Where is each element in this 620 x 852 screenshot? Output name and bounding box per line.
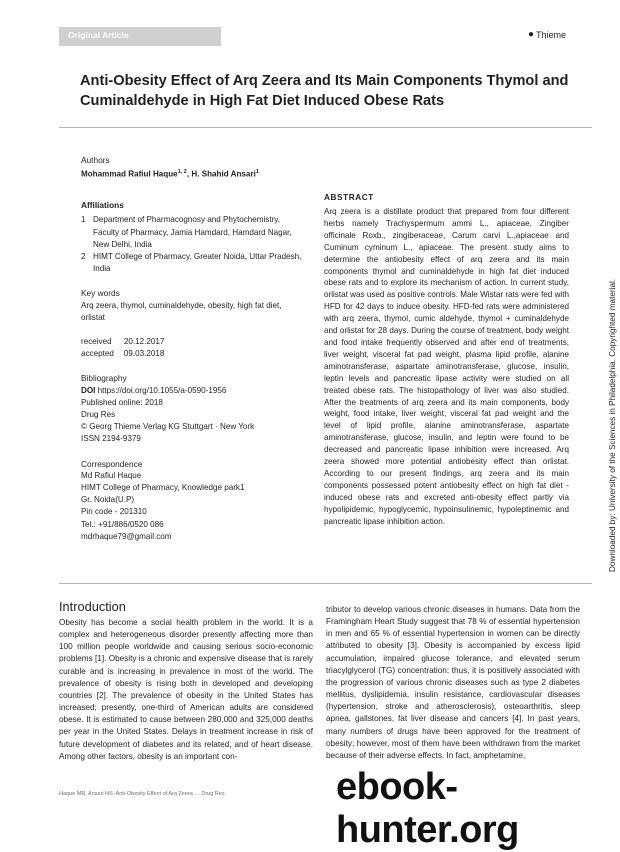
title-divider [59,127,592,128]
abstract-block [324,193,569,527]
correspondence-line: Md Rafiul Haque [81,470,142,480]
thieme-logo-icon: ● [528,29,535,40]
affiliation-number: 1 [81,215,86,225]
authors-line [81,166,306,181]
copyright-line: © Georg Thieme Verlag KG Stuttgart · New York [81,422,255,432]
author-1-affil: 1, 2 [177,169,187,176]
correspondence-block [81,458,306,543]
affiliations-block [81,199,306,275]
correspondence-heading: Correspondence [81,458,143,469]
affiliation-text: Department of Pharmacognosy and Phytochemistry, Faculty of Pharmacy, Jamia Hamdard, Hamdard Nagar, New Delhi, India [93,215,292,249]
keywords-text: Arq zeera, thymol, cuminaldehyde, obesity, high fat diet, orlistat [81,300,282,322]
keywords-heading: Key words [81,288,120,299]
abstract-heading: ABSTRACT [324,193,374,202]
doi-link[interactable]: https://doi.org/10.1055/a-0590-1956 [97,385,227,395]
publisher-name: Thieme [536,29,567,40]
page-footer: Haque MR, Ansari HS. Anti-Obesity Effect of Arq Zeera … Drug Res [59,791,225,797]
accepted-label: accepted [81,349,114,359]
author-2: H. Shahid Ansari [191,169,256,179]
correspondence-line: Tel.: +91/886/0520 086 [81,519,164,529]
download-notice: Downloaded by: University of the Sciences in Philadelphia. Copyrighted material. [608,278,617,572]
introduction-heading: Introduction [59,599,126,614]
watermark: ebook-hunter.org [336,766,519,851]
affiliations-heading: Affiliations [81,200,124,211]
article-type-label: Original Article [68,30,129,40]
authors-heading: Authors [81,155,110,165]
correspondence-line: HIMT College of Pharmacy, Knowledge park1 [81,482,245,492]
article-info-sidebar [81,154,306,551]
correspondence-line: Gr. Noida(U.P) [81,495,135,505]
author-2-affil: 1 [255,169,259,176]
doi-label: DOI [81,385,96,395]
correspondence-email[interactable]: mdrhaque79@gmail.com [81,531,172,541]
introduction-column-2: tributor to develop various chronic diseases in humans. Data from the Framingham Heart Study suggest that 78 % of essential hypertension in men and 65 % of essential hypertension in women can be directly attributed to obesity [3]. Obesity is accompanied by excess lipid accumulation, impaired glucose tolerance, and elevated serum triacylglycerol (TG) concentration; thus, it is positively associated with the progression of various chronic diseases such as type 2 diabetes mellitus, dyslipidemia, insulin resistance, cardiovascular diseases (hypertension, stroke and atherosclerosis), osteoarthritis, sleep apnea, gallstones, fat liver disease and cancers [4]. In past years, many numbers of drugs have been approved for the treatment of obesity; however, most of them have been withdrawn from the market because of their adverse effects. In fact, amphetamine, [326,605,580,760]
received-date: 20.12.2017 [123,336,165,346]
bibliography-heading: Bibliography [81,373,127,384]
article-title: Anti-Obesity Effect of Arq Zeera and Its Main Components Thymol and Cuminaldehyde in High Fat Diet Induced Obese Rats [80,73,569,109]
accepted-date: 09.03.2018 [123,349,165,359]
introduction-column-1: Obesity has become a social health problem in the world. It is a complex and heterogeneous disorder presently affecting more than 100 million people worldwide and causing serious socio-economic problems [1]. Obesity is a chronic and expensive disease that is rarely curable and is increasing in prevalence in most of the world. The prevalence of obesity is rising both in developed and developing countries [2]. The prevalence of obesity in the United States has increased; presently, one-third of American adults are considered obese. It is estimated to cause between 280,000 and 325,000 deaths per year in the United States. Delays in treatment increase in risk of future development of diabetes and its related, and of heart disease. Among other factors, obesity is an important con- [59,618,313,761]
author-separator: , [186,169,192,179]
doi-line [81,385,306,397]
keywords-block [81,287,306,324]
correspondence-line: Pin code - 201310 [81,507,147,517]
journal-name: Drug Res [81,409,116,419]
author-1: Mohammad Rafiul Haque [81,169,178,179]
section-divider [59,583,592,584]
affiliation-number: 2 [81,251,86,261]
dates-block [81,336,306,360]
bibliography-block [81,372,306,445]
affiliation-item [81,251,306,275]
received-label: received [81,336,112,346]
published-line: Published online: 2018 [81,397,163,407]
authors-block [81,154,306,181]
affiliation-text: HIMT College of Pharmacy, Greater Noida, Uttar Pradesh, India [93,251,302,274]
issn-line: ISSN 2194-9379 [81,434,141,444]
article-type-banner [59,27,221,46]
affiliation-item [81,214,306,251]
publisher-logo [528,29,566,40]
abstract-text: Arq zeera is a distillate product that prepared from four different herbs namely Trachyspermum ammi L., apiaceae, Zingiber officinale Roxb., zingiberaceae, Carum carvi L.,apiaceae and Cuminum cyminum L., apiaceae. The present study aims to determine the antiobesity effect of arq zeera and its main components thymol and cuminaldehyde in high fat diet induced obese rats and to explore its mechanism of action. In current study, orlistat was used as positive controls. Male Wistar rats were fed with HFD for 42 days to induce obesity. HFD-fed rats were administered with arq zeera, thymol, cumic aldehyde, thymol + cuminaldehyde and orlistat for 28 days. During the course of treatment, body weight and food intake frequently observed and after end of treatments, liver weight, visceral fat pad weight, plasma lipid profile, alanine aminotransferase, aspartate aminotransferase, glucose, insulin, leptin levels and pancreatic lipase activity were studied on all treated obese rats. The histopathology of liver was also studied. After the treatments of arq zeera and its main components, body weight, food intake, liver weight, visceral fat pad weight and the level of lipid profile, alanine aminotransferase, aspartate aminotransferase, glucose, insulin, and leptin were found to be decreased and pancreatic lipase inhibition were increased. Arq zeera showed more potential antiobesity effect than orlistat. According to our present findings, arq zeera and its main components possessed potent antiobesity effect on high fat diet -induced obese rats and excreted anti-obesity effect partly via hypolipidemic, hypoglycemic, hypoinsulinemic, hypoleptinemic and pancreatic lipase inhibition action. [324,207,569,526]
